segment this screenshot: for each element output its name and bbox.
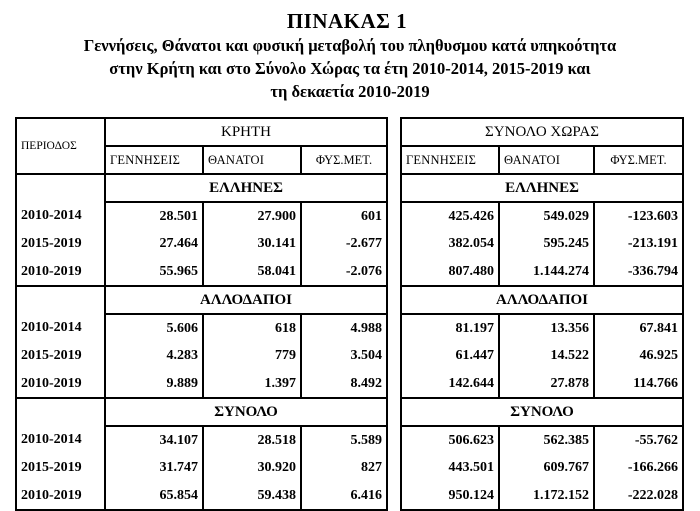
country-deaths-cell: 14.522 — [499, 342, 594, 370]
group-header-row — [16, 174, 683, 202]
country-change-cell: 114.766 — [594, 370, 683, 398]
subtitle-line-2: στην Κρήτη και στο Σύνολο Χώρας τα έτη 2010-2014, 2015-2019 και — [109, 59, 591, 78]
crete-deaths-cell: 27.900 — [203, 202, 301, 230]
table-row — [16, 258, 683, 286]
crete-births-cell: 27.464 — [105, 230, 203, 258]
country-births-cell: 61.447 — [401, 342, 499, 370]
crete-deaths-header: ΘΑΝΑΤΟΙ — [203, 146, 301, 174]
column-gap — [387, 426, 401, 454]
crete-births-cell: 28.501 — [105, 202, 203, 230]
region-header-crete: ΚΡΗΤΗ — [105, 118, 387, 146]
group-header-row — [16, 398, 683, 426]
group-period-cell — [16, 286, 105, 314]
period-cell: 2010-2014 — [16, 202, 105, 230]
crete-change-cell: -2.076 — [301, 258, 387, 286]
column-gap — [387, 314, 401, 342]
crete-change-cell: 6.416 — [301, 482, 387, 510]
crete-deaths-cell: 30.141 — [203, 230, 301, 258]
crete-change-cell: 827 — [301, 454, 387, 482]
period-cell: 2010-2019 — [16, 482, 105, 510]
country-births-header: ΓΕΝΝΗΣΕΙΣ — [401, 146, 499, 174]
table-row — [16, 314, 683, 342]
table-row — [16, 482, 683, 510]
column-gap — [387, 454, 401, 482]
crete-change-cell: 4.988 — [301, 314, 387, 342]
country-change-cell: -222.028 — [594, 482, 683, 510]
group-label-country: ΑΛΛΟΔΑΠΟΙ — [401, 286, 683, 314]
country-births-cell: 807.480 — [401, 258, 499, 286]
country-births-cell: 950.124 — [401, 482, 499, 510]
group-period-cell — [16, 174, 105, 202]
statistics-table — [15, 117, 684, 511]
column-gap — [387, 482, 401, 510]
table-row — [16, 454, 683, 482]
region-header-row — [16, 118, 683, 146]
period-cell: 2015-2019 — [16, 454, 105, 482]
country-change-cell: -336.794 — [594, 258, 683, 286]
crete-births-cell: 9.889 — [105, 370, 203, 398]
group-header-row — [16, 286, 683, 314]
country-births-cell: 425.426 — [401, 202, 499, 230]
column-gap — [387, 118, 401, 174]
country-deaths-cell: 549.029 — [499, 202, 594, 230]
title-block — [0, 8, 700, 103]
crete-deaths-cell: 59.438 — [203, 482, 301, 510]
country-deaths-cell: 13.356 — [499, 314, 594, 342]
group-label-country: ΣΥΝΟΛΟ — [401, 398, 683, 426]
table-row — [16, 342, 683, 370]
group-label-crete: ΕΛΛΗΝΕΣ — [105, 174, 387, 202]
period-cell: 2015-2019 — [16, 230, 105, 258]
country-change-cell: -123.603 — [594, 202, 683, 230]
crete-births-header: ΓΕΝΝΗΣΕΙΣ — [105, 146, 203, 174]
table-row — [16, 202, 683, 230]
column-gap — [387, 370, 401, 398]
group-period-cell — [16, 398, 105, 426]
table-row — [16, 426, 683, 454]
crete-births-cell: 55.965 — [105, 258, 203, 286]
table-row — [16, 370, 683, 398]
country-deaths-cell: 1.144.274 — [499, 258, 594, 286]
crete-deaths-cell: 1.397 — [203, 370, 301, 398]
table-title: ΠΙΝΑΚΑΣ 1 — [286, 9, 408, 33]
country-change-cell: -55.762 — [594, 426, 683, 454]
crete-deaths-cell: 30.920 — [203, 454, 301, 482]
subtitle-line-3: τη δεκαετία 2010-2019 — [270, 82, 430, 101]
table-row — [16, 230, 683, 258]
country-births-cell: 443.501 — [401, 454, 499, 482]
column-gap — [387, 342, 401, 370]
country-births-cell: 142.644 — [401, 370, 499, 398]
country-deaths-cell: 562.385 — [499, 426, 594, 454]
column-gap — [387, 174, 401, 202]
region-header-country: ΣΥΝΟΛΟ ΧΩΡΑΣ — [401, 118, 683, 146]
crete-births-cell: 4.283 — [105, 342, 203, 370]
country-deaths-cell: 1.172.152 — [499, 482, 594, 510]
country-births-cell: 81.197 — [401, 314, 499, 342]
crete-deaths-cell: 28.518 — [203, 426, 301, 454]
country-births-cell: 382.054 — [401, 230, 499, 258]
country-change-cell: -166.266 — [594, 454, 683, 482]
column-header-row — [16, 146, 683, 174]
country-births-cell: 506.623 — [401, 426, 499, 454]
subtitle-line-1: Γεννήσεις, Θάνατοι και φυσική μεταβολή του πληθυσμου κατά υπηκοότητα — [83, 36, 617, 55]
crete-change-header: ΦΥΣ.ΜΕΤ. — [301, 146, 387, 174]
period-cell: 2015-2019 — [16, 342, 105, 370]
crete-change-cell: 5.589 — [301, 426, 387, 454]
column-gap — [387, 286, 401, 314]
country-deaths-cell: 609.767 — [499, 454, 594, 482]
country-deaths-cell: 595.245 — [499, 230, 594, 258]
crete-change-cell: -2.677 — [301, 230, 387, 258]
crete-deaths-cell: 618 — [203, 314, 301, 342]
country-deaths-cell: 27.878 — [499, 370, 594, 398]
group-label-country: ΕΛΛΗΝΕΣ — [401, 174, 683, 202]
period-cell: 2010-2014 — [16, 314, 105, 342]
crete-change-cell: 3.504 — [301, 342, 387, 370]
column-gap — [387, 230, 401, 258]
crete-change-cell: 8.492 — [301, 370, 387, 398]
column-gap — [387, 258, 401, 286]
column-gap — [387, 398, 401, 426]
period-cell: 2010-2019 — [16, 370, 105, 398]
country-change-cell: 46.925 — [594, 342, 683, 370]
country-change-cell: 67.841 — [594, 314, 683, 342]
column-gap — [387, 202, 401, 230]
crete-births-cell: 5.606 — [105, 314, 203, 342]
country-deaths-header: ΘΑΝΑΤΟΙ — [499, 146, 594, 174]
crete-births-cell: 31.747 — [105, 454, 203, 482]
crete-births-cell: 34.107 — [105, 426, 203, 454]
period-cell: 2010-2014 — [16, 426, 105, 454]
country-change-header: ΦΥΣ.ΜΕΤ. — [594, 146, 683, 174]
crete-births-cell: 65.854 — [105, 482, 203, 510]
period-column-header: ΠΕΡΙΟΔΟΣ — [16, 118, 105, 174]
crete-change-cell: 601 — [301, 202, 387, 230]
country-change-cell: -213.191 — [594, 230, 683, 258]
crete-deaths-cell: 779 — [203, 342, 301, 370]
period-cell: 2010-2019 — [16, 258, 105, 286]
group-label-crete: ΑΛΛΟΔΑΠΟΙ — [105, 286, 387, 314]
crete-deaths-cell: 58.041 — [203, 258, 301, 286]
group-label-crete: ΣΥΝΟΛΟ — [105, 398, 387, 426]
